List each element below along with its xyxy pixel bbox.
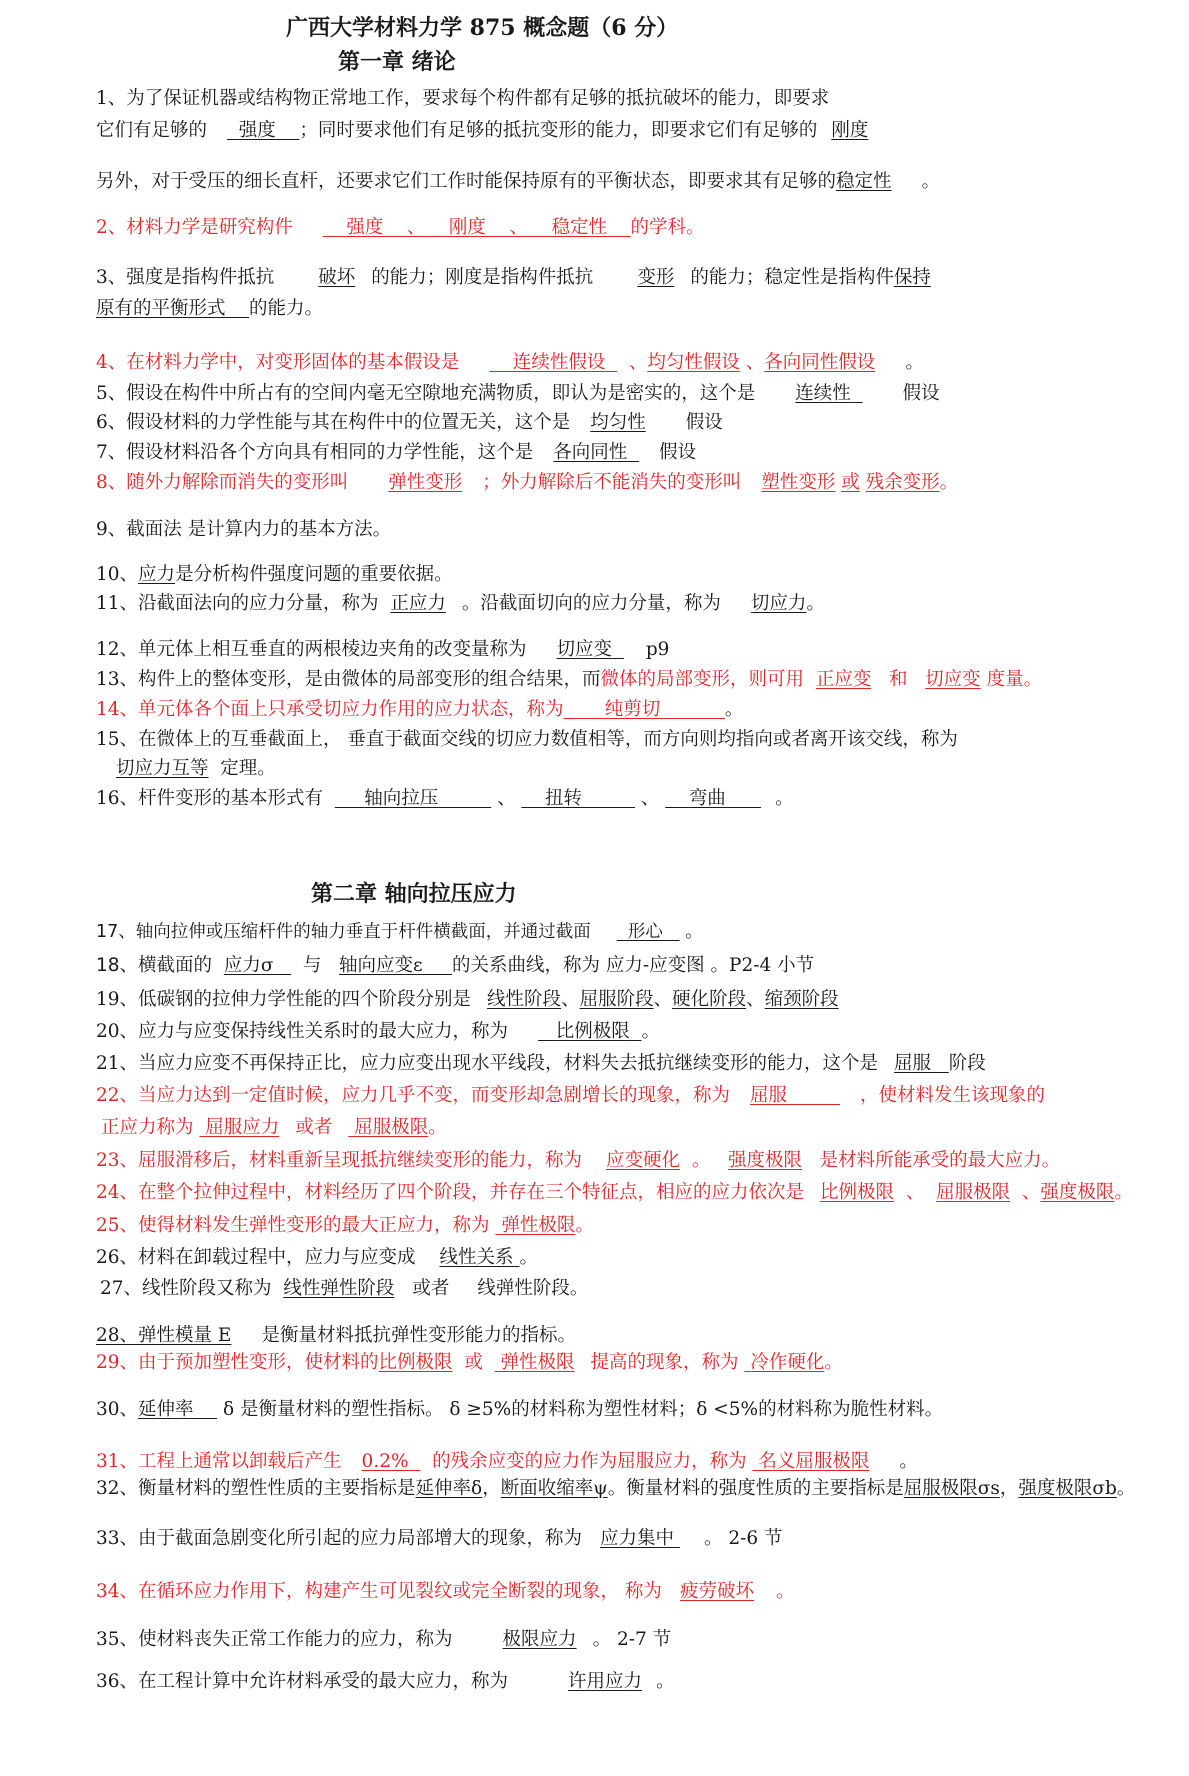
question-1-line-1: 1、为了保证机器或结构物正常地工作，要求每个构件都有足够的抵抗破坏的能力，即要求 <box>96 88 830 109</box>
question-3-line-2: 原有的平衡形式 的能力。 <box>96 298 324 319</box>
question-31: 31、工程上通常以卸载后产生 0.2% 的残余应变的应力作为屈服应力，称为 名义屈服极限 。 <box>96 1451 918 1472</box>
chapter-2-heading: 第二章 轴向拉压应力 <box>311 881 517 907</box>
question-9: 9、截面法 是计算内力的基本方法。 <box>96 519 392 540</box>
question-16: 16、杆件变形的基本形式有 轴向拉压 、 扭转 、 弯曲 。 <box>96 788 794 809</box>
question-27: 27、线性阶段又称为 线性弹性阶段 或者 线弹性阶段。 <box>100 1278 589 1299</box>
question-11: 11、沿截面法向的应力分量，称为 正应力 。沿截面切向的应力分量，称为 切应力。 <box>96 593 825 614</box>
question-13: 13、构件上的整体变形，是由微体的局部变形的组合结果，而微体的局部变形，则可用 正应变 和 切应变 度量。 <box>96 669 1043 690</box>
question-1-line-3: 另外，对于受压的细长直杆，还要求它们工作时能保持原有的平衡状态，即要求其有足够的稳定性 。 <box>96 171 941 192</box>
question-14: 14、单元体各个面上只承受切应力作用的应力状态，称为 纯剪切 。 <box>96 699 744 720</box>
chapter-1-heading: 第一章 绪论 <box>338 49 456 75</box>
question-25: 25、使得材料发生弹性变形的最大正应力，称为 弹性极限。 <box>96 1215 594 1236</box>
question-1-line-2: 它们有足够的 强度 ；同时要求他们有足够的抵抗变形的能力，即要求它们有足够的 刚度 <box>96 120 869 141</box>
question-24: 24、在整个拉伸过程中，材料经历了四个阶段，并存在三个特征点，相应的应力依次是 比例极限 、 屈服极限 、强度极限。 <box>96 1182 1133 1203</box>
question-15-line-2: 切应力互等 定理。 <box>116 758 276 779</box>
question-3-line-1: 3、强度是指构件抵抗 破坏 的能力；刚度是指构件抵抗 变形 的能力；稳定性是指构件保持 <box>96 267 931 288</box>
question-29: 29、由于预加塑性变形，使材料的比例极限 或 弹性极限 提高的现象，称为 冷作硬化。 <box>96 1352 843 1373</box>
question-22-line-1: 22、当应力达到一定值时候，应力几乎不变，而变形却急剧增长的现象，称为 屈服 ，使材料发生该现象的 <box>96 1085 1046 1106</box>
question-6: 6、假设材料的力学性能与其在构件中的位置无关，这个是 均匀性 假设 <box>96 412 723 433</box>
question-34: 34、在循环应力作用下，构建产生可见裂纹或完全断裂的现象， 称为 疲劳破坏 。 <box>96 1581 795 1602</box>
question-20: 20、应力与应变保持线性关系时的最大应力，称为 比例极限 。 <box>96 1021 660 1042</box>
answer: 刚度 <box>831 120 869 141</box>
question-30: 30、延伸率 δ 是衡量材料的塑性指标。 δ ≥5%的材料称为塑性材料；δ <5%的材料称为脆性材料。 <box>96 1399 944 1420</box>
question-19: 19、低碳钢的拉伸力学性能的四个阶段分别是 线性阶段、屈服阶段、硬化阶段、缩颈阶段 <box>96 989 839 1010</box>
question-17: 17、轴向拉伸或压缩杆件的轴力垂直于杆件横截面，并通过截面 形心 。 <box>96 922 703 942</box>
question-26: 26、材料在卸载过程中，应力与应变成 线性关系 。 <box>96 1247 538 1268</box>
question-8: 8、随外力解除而消失的变形叫 弹性变形 ；外力解除后不能消失的变形叫 塑性变形 或 残余变形。 <box>96 472 959 493</box>
document-title: 广西大学材料力学 875 概念题（6 分） <box>286 15 679 41</box>
question-2: 2、材料力学是研究构件 强度 、 刚度 、 稳定性 的学科。 <box>96 217 705 238</box>
question-36: 36、在工程计算中允许材料承受的最大应力，称为 许用应力 。 <box>96 1671 675 1692</box>
question-23: 23、屈服滑移后，材料重新呈现抵抗继续变形的能力，称为 应变硬化 。 强度极限 是材料所能承受的最大应力。 <box>96 1150 1061 1171</box>
answer: 稳定性 <box>836 171 892 192</box>
answer: 强度 <box>238 120 276 141</box>
question-12: 12、单元体上相互垂直的两根棱边夹角的改变量称为 切应变 p9 <box>96 639 670 660</box>
question-21: 21、当应力应变不再保持正比，应力应变出现水平线段，材料失去抵抗继续变形的能力，这个是 屈服 阶段 <box>96 1053 986 1074</box>
question-10: 10、应力是分析构件强度问题的重要依据。 <box>96 564 453 585</box>
question-33: 33、由于截面急剧变化所引起的应力局部增大的现象，称为 应力集中 。 2-6 节 <box>96 1528 783 1549</box>
question-22-line-2: 正应力称为 屈服应力 或者 屈服极限。 <box>101 1117 447 1138</box>
question-32: 32、衡量材料的塑性性质的主要指标是延伸率δ，断面收缩率ψ。衡量材料的强度性质的主要指标是屈服极限σs，强度极限σb。 <box>96 1478 1136 1499</box>
question-35: 35、使材料丧失正常工作能力的应力，称为 极限应力 。 2-7 节 <box>96 1629 672 1650</box>
question-7: 7、假设材料沿各个方向具有相同的力学性能，这个是 各向同性 假设 <box>96 442 697 463</box>
question-18: 18、横截面的 应力σ 与 轴向应变ε 的关系曲线，称为 应力-应变图 。P2-4 小节 <box>96 955 815 976</box>
question-4: 4、在材料力学中，对变形固体的基本假设是 连续性假设 、均匀性假设 、各向同性假设 。 <box>96 352 924 373</box>
question-28: 28、弹性模量 E 是衡量材料抵抗弹性变形能力的指标。 <box>96 1325 576 1346</box>
question-15-line-1: 15、在微体上的互垂截面上， 垂直于截面交线的切应力数值相等，而方向则均指向或者离开该交线，称为 <box>96 729 958 750</box>
question-5: 5、假设在构件中所占有的空间内毫无空隙地充满物质，即认为是密实的，这个是 连续性 假设 <box>96 383 940 404</box>
